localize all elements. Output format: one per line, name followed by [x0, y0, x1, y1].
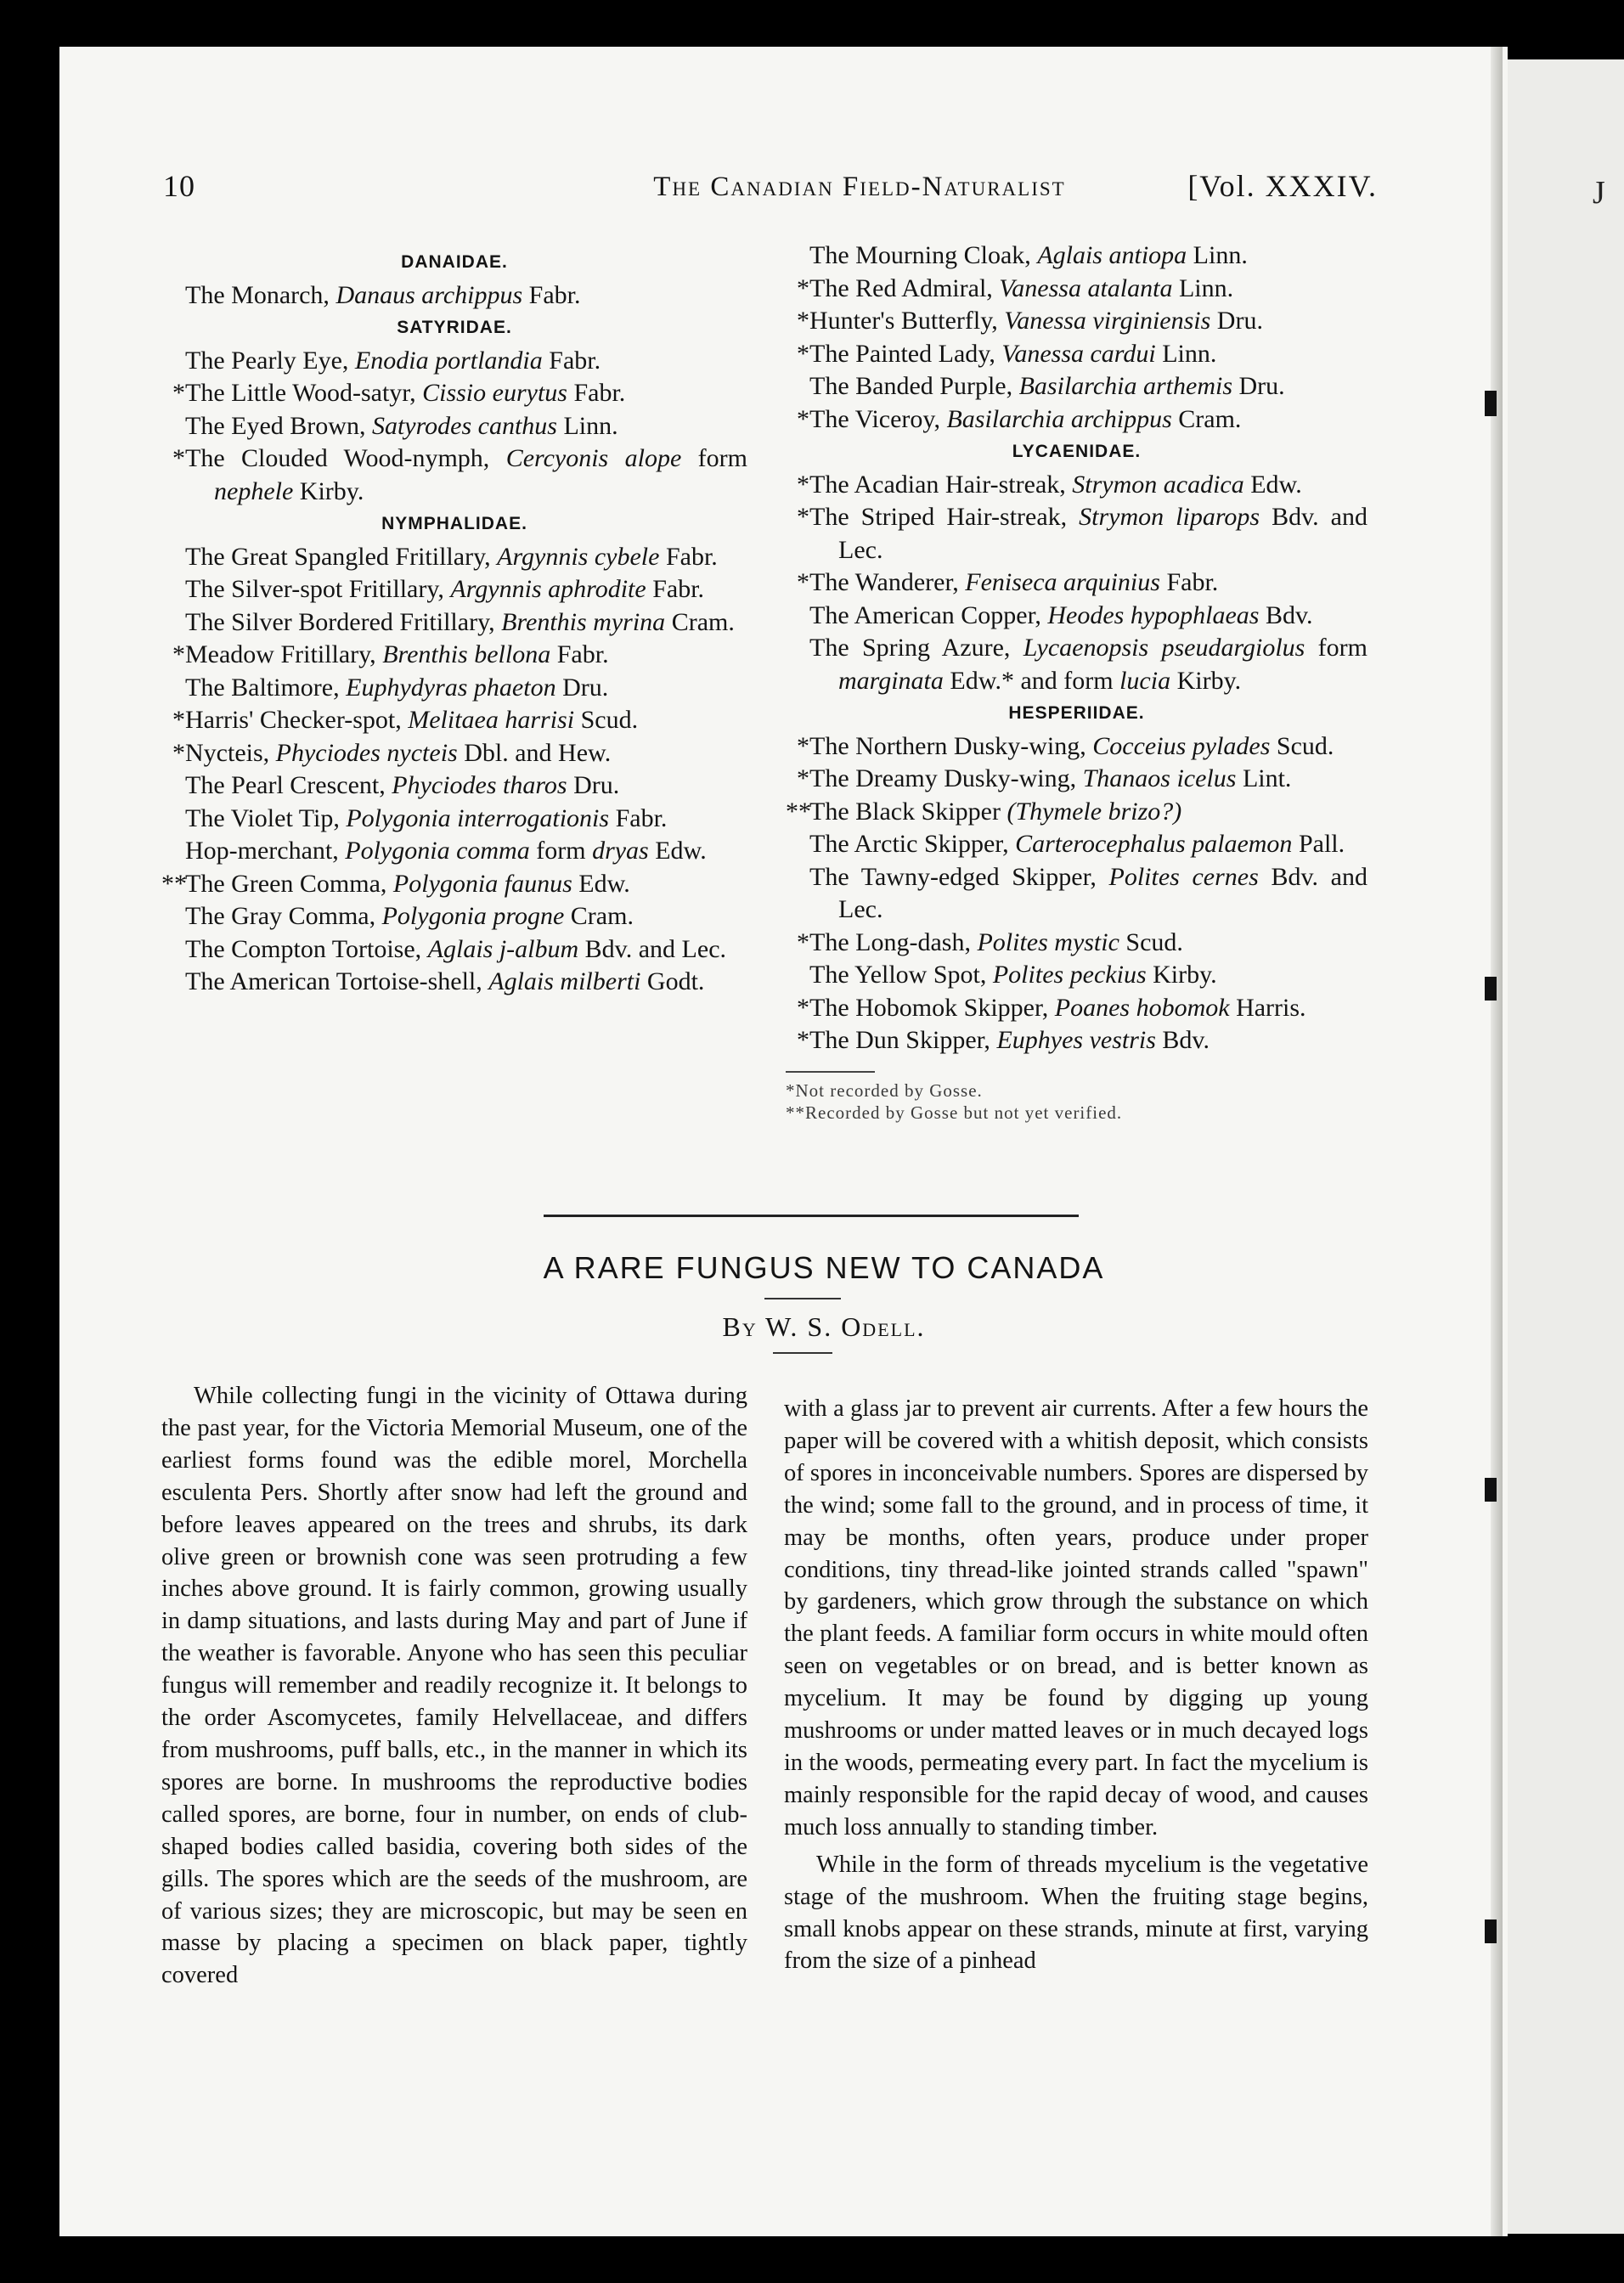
species-latin-name: Melitaea harrisi: [408, 706, 575, 734]
species-common-name: The Pearly Eye,: [185, 346, 355, 375]
species-text: [809, 796, 1367, 829]
article-paragraph: with a glass jar to prevent air currents. After a few hours the paper will be covered with a whitish deposit, which consists of spores in inconceivable numbers. Spores are dispersed by the wind; some fall to the ground, and in process of time, it may be months, often years, produce under proper conditions, tiny thread-like jointed strands called "spawn" by gardeners, which grow through the substance on which the plant feeds. A familiar form occurs in white mould often seen on vegetables or on bread, and is better known as mycelium. It may be found by digging up young mushrooms or under matted leaves or in much decayed logs in the woods, permeating every part. In fact the mycelium is mainly responsible for the rapid decay of wood, and causes much loss annually to standing timber.: [784, 1395, 1368, 1840]
species-entry: [786, 240, 1367, 273]
species-common-name: Kirby.: [293, 476, 364, 505]
species-latin-name: dryas: [592, 837, 649, 865]
species-text: [185, 541, 747, 574]
species-common-name: Edw.* and form: [943, 666, 1120, 695]
species-marker: [161, 966, 185, 999]
binding-mark: [1485, 1478, 1497, 1502]
species-common-name: Linn.: [1172, 273, 1234, 302]
footnote: *Not recorded by Gosse.: [786, 1079, 983, 1101]
species-text: [809, 730, 1367, 764]
species-common-name: Scud.: [1119, 927, 1183, 956]
species-latin-name: Satyrodes canthus: [371, 411, 557, 440]
species-common-name: Godt.: [640, 967, 705, 995]
species-marker: *: [797, 927, 809, 956]
species-entry: [161, 803, 747, 836]
species-text: [185, 573, 747, 606]
species-latin-name: Polygonia progne: [381, 902, 565, 930]
species-entry: [786, 959, 1367, 992]
species-common-name: The American Copper,: [809, 600, 1048, 629]
species-text: [809, 861, 1367, 927]
species-common-name: The Black Skipper: [809, 797, 1007, 826]
species-marker: [161, 672, 185, 705]
family-heading: SATYRIDAE.: [397, 318, 512, 337]
species-latin-name: Carterocephalus palaemon: [1015, 830, 1293, 858]
species-common-name: The Yellow Spot,: [809, 961, 993, 989]
species-common-name: Fabr.: [567, 379, 626, 407]
species-common-name: The Wanderer,: [809, 568, 966, 596]
species-text: [809, 1024, 1367, 1057]
species-entry: [161, 704, 747, 737]
species-entry: [161, 606, 747, 640]
species-common-name: The Silver-spot Fritillary,: [185, 575, 451, 603]
species-latin-name: Enodia portlandia: [354, 346, 543, 375]
species-marker: [161, 279, 185, 313]
species-marker: *: [797, 503, 809, 531]
species-text: [185, 672, 747, 705]
species-text: [809, 992, 1367, 1025]
species-common-name: The Compton Tortoise,: [185, 934, 428, 963]
species-common-name: Fabr.: [522, 280, 581, 309]
species-common-name: The Red Admiral,: [809, 273, 1000, 302]
species-text: [185, 737, 747, 770]
species-common-name: Scud.: [1270, 731, 1334, 760]
species-entry: [786, 403, 1367, 437]
species-entry: [161, 737, 747, 770]
species-marker: *: [172, 379, 185, 407]
species-common-name: The Gray Comma,: [185, 902, 382, 930]
adjacent-page: [1505, 59, 1624, 2234]
species-common-name: The Long-dash,: [809, 927, 978, 956]
species-common-name: The Spring Azure,: [809, 634, 1023, 662]
species-entry: [161, 410, 747, 443]
species-text: [185, 868, 747, 901]
species-entry: [786, 1024, 1367, 1057]
species-common-name: Fabr.: [609, 803, 668, 832]
species-text: [185, 606, 747, 640]
species-marker: *: [172, 706, 185, 734]
species-latin-name: Argynnis cybele: [497, 542, 660, 571]
species-text: [185, 443, 747, 508]
species-latin-name: Cercyonis alope: [505, 444, 682, 472]
species-common-name: The Painted Lady,: [809, 339, 1002, 368]
species-latin-name: (Thymele brizo?): [1007, 797, 1182, 826]
species-common-name: The Monarch,: [185, 280, 336, 309]
species-text: [185, 345, 747, 378]
species-marker: [161, 606, 185, 640]
species-latin-name: Vanessa cardui: [1001, 339, 1156, 368]
species-text: [809, 600, 1367, 633]
species-latin-name: Lycaenopsis pseudargiolus: [1023, 634, 1305, 662]
species-entry: [161, 900, 747, 933]
species-common-name: Edw.: [648, 837, 707, 865]
species-common-name: The Little Wood-satyr,: [185, 379, 423, 407]
species-common-name: The Tawny-edged Skipper,: [809, 862, 1109, 891]
species-entry: [161, 966, 747, 999]
species-marker: [161, 410, 185, 443]
species-common-name: Bdv. and Lec.: [578, 934, 727, 963]
species-common-name: The American Tortoise-shell,: [185, 967, 489, 995]
article-byline: By W. S. Odell.: [722, 1311, 926, 1342]
species-entry: [161, 541, 747, 574]
species-text: [809, 567, 1367, 600]
species-common-name: The Great Spangled Fritillary,: [185, 542, 498, 571]
page-header: [163, 168, 1378, 211]
species-common-name: The Clouded Wood-nymph,: [185, 444, 506, 472]
binding-mark: [1485, 391, 1497, 416]
adjacent-page-letter: J: [1593, 175, 1605, 211]
footnote: **Recorded by Gosse but not yet verified.: [786, 1102, 1123, 1123]
species-marker: [786, 632, 809, 697]
species-entry: [786, 273, 1367, 306]
species-common-name: The Arctic Skipper,: [809, 830, 1016, 858]
species-common-name: Scud.: [574, 706, 639, 734]
species-text: [809, 469, 1367, 502]
species-text: [809, 370, 1367, 403]
species-latin-name: lucia: [1119, 666, 1171, 695]
species-text: [809, 501, 1367, 567]
species-common-name: Kirby.: [1146, 961, 1217, 989]
species-common-name: Dru.: [1232, 372, 1285, 400]
species-marker: *: [797, 404, 809, 433]
species-common-name: Cram.: [564, 902, 634, 930]
species-text: [809, 305, 1367, 338]
species-marker: [161, 933, 185, 967]
species-marker: **: [786, 797, 811, 826]
species-marker: [786, 828, 809, 861]
article-paragraph: While collecting fungi in the vicinity of Ottawa during the past year, for the Victoria Memorial Museum, one of the earliest forms found was the edible morel, Morchella esculenta Pers. Shortly after snow had left the ground and before leaves appeared on the trees and shrubs, its dark olive green or brownish cone was seen protruding a few inches above ground. It is fairly common, growing usually in damp situations, and lasts during May and part of June if the weather is favorable. Anyone who has seen this peculiar fungus will remember and readily recognize it. It belongs to the order Ascomycetes, family Helvellaceae, and differs from mushrooms, puff balls, etc., in the manner in which its spores are borne. In mushrooms the reproductive bodies called spores, are borne, four in number, on ends of club-shaped bodies called basidia, covering both sides of the gills. The spores which are the seeds of the mushroom, are of various sizes; they are microscopic, but may be seen en masse by placing a specimen on black paper, tightly covered: [161, 1383, 747, 1989]
species-marker: [786, 370, 809, 403]
species-latin-name: Heodes hypophlaeas: [1047, 600, 1260, 629]
species-marker: [786, 861, 809, 927]
species-text: [809, 240, 1367, 273]
species-entry: [161, 377, 747, 410]
species-latin-name: marginata: [838, 666, 944, 695]
species-latin-name: Feniseca arquinius: [965, 568, 1160, 596]
species-entry: [161, 573, 747, 606]
species-marker: [161, 803, 185, 836]
species-latin-name: Polites cernes: [1108, 862, 1259, 891]
species-common-name: The Northern Dusky-wing,: [809, 731, 1093, 760]
species-common-name: Pall.: [1292, 830, 1345, 858]
species-common-name: Dru.: [555, 673, 609, 702]
species-common-name: Fabr.: [659, 542, 718, 571]
species-latin-name: Basilarchia arthemis: [1018, 372, 1232, 400]
species-marker: [161, 769, 185, 803]
species-common-name: form: [1305, 634, 1367, 662]
species-latin-name: Aglais j-album: [427, 934, 579, 963]
species-latin-name: Cissio eurytus: [422, 379, 567, 407]
species-entry: [786, 861, 1367, 927]
species-latin-name: Polygonia comma: [345, 837, 530, 865]
species-text: [185, 704, 747, 737]
footnote-rule: [786, 1071, 875, 1073]
species-common-name: form: [529, 837, 593, 865]
species-entry: [786, 338, 1367, 371]
species-common-name: Dru.: [1210, 307, 1263, 335]
species-entry: [161, 769, 747, 803]
species-entry: [161, 443, 747, 508]
species-common-name: Edw.: [572, 869, 630, 898]
species-marker: *: [172, 444, 185, 472]
species-marker: *: [797, 993, 809, 1022]
species-latin-name: Brenthis bellona: [382, 640, 551, 668]
species-latin-name: Polites mystic: [977, 927, 1119, 956]
article-body-right: [784, 1393, 1368, 1977]
species-list-right: [786, 240, 1367, 1124]
species-latin-name: Strymon acadica: [1072, 470, 1244, 499]
species-entry: [786, 632, 1367, 697]
species-common-name: Meadow Fritillary,: [185, 640, 383, 668]
species-entry: [786, 600, 1367, 633]
species-common-name: Hunter's Butterfly,: [809, 307, 1005, 335]
species-latin-name: Vanessa virginiensis: [1004, 307, 1211, 335]
species-common-name: Linn.: [1155, 339, 1217, 368]
species-entry: [786, 469, 1367, 502]
species-common-name: Kirby.: [1170, 666, 1242, 695]
species-common-name: Fabr.: [550, 640, 609, 668]
species-text: [185, 835, 747, 868]
species-marker: *: [172, 640, 185, 668]
species-marker: [786, 240, 809, 273]
species-text: [809, 632, 1367, 697]
species-entry: [786, 567, 1367, 600]
species-common-name: Cram.: [1171, 404, 1242, 433]
volume-label: [Vol. XXXIV.: [1187, 169, 1378, 203]
species-entry: [161, 345, 747, 378]
species-common-name: The Silver Bordered Fritillary,: [185, 607, 502, 636]
species-latin-name: nephele: [214, 476, 294, 505]
species-entry: [786, 763, 1367, 796]
species-common-name: The Green Comma,: [185, 869, 393, 898]
binding-mark: [1485, 977, 1497, 1001]
species-text: [185, 900, 747, 933]
species-text: [185, 639, 747, 672]
species-text: [185, 933, 747, 967]
species-latin-name: Cocceius pylades: [1092, 731, 1271, 760]
species-common-name: Bdv. and Lec.: [838, 862, 1367, 923]
page-edge-shadow: [1491, 47, 1503, 2236]
species-common-name: The Baltimore,: [185, 673, 347, 702]
species-common-name: Hop-merchant,: [185, 837, 346, 865]
species-marker: *: [797, 1026, 809, 1054]
species-common-name: Cram.: [665, 607, 735, 636]
species-latin-name: Polygonia interrogationis: [346, 803, 610, 832]
species-latin-name: Polygonia faunus: [392, 869, 572, 898]
species-latin-name: Danaus archippus: [336, 280, 523, 309]
species-entry: [161, 835, 747, 868]
species-latin-name: Phyciodes nycteis: [275, 738, 458, 767]
species-marker: *: [797, 339, 809, 368]
species-marker: [786, 600, 809, 633]
species-common-name: Harris' Checker-spot,: [185, 706, 409, 734]
species-common-name: The Viceroy,: [809, 404, 947, 433]
species-latin-name: Vanessa atalanta: [999, 273, 1173, 302]
species-latin-name: Argynnis aphrodite: [450, 575, 646, 603]
species-entry: [786, 305, 1367, 338]
species-common-name: The Dreamy Dusky-wing,: [809, 764, 1083, 792]
species-text: [185, 769, 747, 803]
species-latin-name: Aglais milberti: [488, 967, 641, 995]
species-common-name: The Dun Skipper,: [809, 1026, 997, 1054]
species-marker: *: [797, 568, 809, 596]
species-text: [809, 273, 1367, 306]
species-marker: *: [797, 731, 809, 760]
species-marker: *: [797, 470, 809, 499]
species-text: [809, 959, 1367, 992]
species-latin-name: Phyciodes tharos: [392, 771, 567, 799]
species-text: [185, 279, 747, 313]
species-text: [185, 966, 747, 999]
species-marker: *: [797, 307, 809, 335]
species-text: [809, 403, 1367, 437]
species-text: [185, 410, 747, 443]
species-entry: [786, 828, 1367, 861]
species-entry: [161, 672, 747, 705]
species-common-name: The Violet Tip,: [185, 803, 347, 832]
section-divider: [544, 1215, 1079, 1217]
species-common-name: The Banded Purple,: [809, 372, 1019, 400]
species-common-name: Fabr.: [646, 575, 705, 603]
species-marker: *: [797, 764, 809, 792]
species-entry: [786, 796, 1367, 829]
species-common-name: Bdv. and Lec.: [838, 503, 1367, 564]
title-rule: [764, 1298, 841, 1299]
family-heading: NYMPHALIDAE.: [381, 514, 527, 533]
species-latin-name: Basilarchia archippus: [946, 404, 1172, 433]
species-entry: [786, 927, 1367, 960]
species-common-name: The Mourning Cloak,: [809, 241, 1038, 269]
species-common-name: Harris.: [1229, 993, 1306, 1022]
species-common-name: The Pearl Crescent,: [185, 771, 392, 799]
species-text: [185, 803, 747, 836]
species-common-name: Dru.: [567, 771, 620, 799]
article-paragraph: While in the form of threads mycelium is the vegetative stage of the mushroom. When the fruiting stage begins, small knobs appear on these strands, minute at first, varying from the size of a pinhead: [784, 1851, 1368, 1975]
species-marker: [161, 345, 185, 378]
species-text: [809, 338, 1367, 371]
species-common-name: Edw.: [1243, 470, 1302, 499]
family-heading: LYCAENIDAE.: [1012, 442, 1142, 461]
species-common-name: Nycteis,: [185, 738, 276, 767]
binding-mark: [1485, 1919, 1497, 1943]
species-common-name: The Striped Hair-streak,: [809, 503, 1080, 531]
species-entry: [161, 868, 747, 901]
species-common-name: Fabr.: [1159, 568, 1219, 596]
species-entry: [786, 730, 1367, 764]
species-entry: [161, 933, 747, 967]
species-latin-name: Brenthis myrina: [501, 607, 666, 636]
species-marker: [161, 573, 185, 606]
species-common-name: The Eyed Brown,: [185, 411, 372, 440]
species-latin-name: Poanes hobomok: [1054, 993, 1230, 1022]
species-common-name: Bdv.: [1155, 1026, 1210, 1054]
species-marker: [161, 835, 185, 868]
family-heading: HESPERIIDAE.: [1008, 703, 1145, 723]
byline-rule: [773, 1352, 832, 1354]
species-latin-name: Euphydyras phaeton: [346, 673, 556, 702]
species-text: [809, 828, 1367, 861]
species-common-name: Dbl. and Hew.: [457, 738, 612, 767]
species-entry: [161, 639, 747, 672]
species-latin-name: Aglais antiopa: [1037, 241, 1187, 269]
species-marker: [786, 959, 809, 992]
species-list-left: [161, 246, 747, 999]
species-latin-name: Euphyes vestris: [996, 1026, 1156, 1054]
species-entry: [786, 501, 1367, 567]
species-common-name: form: [681, 444, 747, 472]
species-common-name: Fabr.: [542, 346, 601, 375]
species-latin-name: Strymon liparops: [1079, 503, 1260, 531]
family-heading: DANAIDAE.: [401, 252, 508, 272]
species-text: [809, 927, 1367, 960]
species-entry: [786, 370, 1367, 403]
species-entry: [786, 992, 1367, 1025]
species-common-name: Linn.: [556, 411, 618, 440]
species-marker: *: [797, 273, 809, 302]
species-marker: [161, 541, 185, 574]
running-title: The Canadian Field-Naturalist: [653, 172, 1066, 202]
species-marker: **: [161, 869, 187, 898]
species-text: [185, 377, 747, 410]
page-number: 10: [163, 169, 195, 203]
species-common-name: The Acadian Hair-streak,: [809, 470, 1073, 499]
species-latin-name: Polites peckius: [992, 961, 1147, 989]
article-title: A RARE FUNGUS NEW TO CANADA: [543, 1250, 1105, 1285]
species-marker: *: [172, 738, 185, 767]
species-text: [809, 763, 1367, 796]
species-entry: [161, 279, 747, 313]
species-common-name: The Hobomok Skipper,: [809, 993, 1055, 1022]
species-marker: [161, 900, 185, 933]
species-latin-name: Thanaos icelus: [1082, 764, 1237, 792]
species-common-name: Linn.: [1187, 241, 1248, 269]
article-body-left: [161, 1380, 747, 1992]
species-common-name: Lint.: [1236, 764, 1292, 792]
species-common-name: Bdv.: [1259, 600, 1313, 629]
